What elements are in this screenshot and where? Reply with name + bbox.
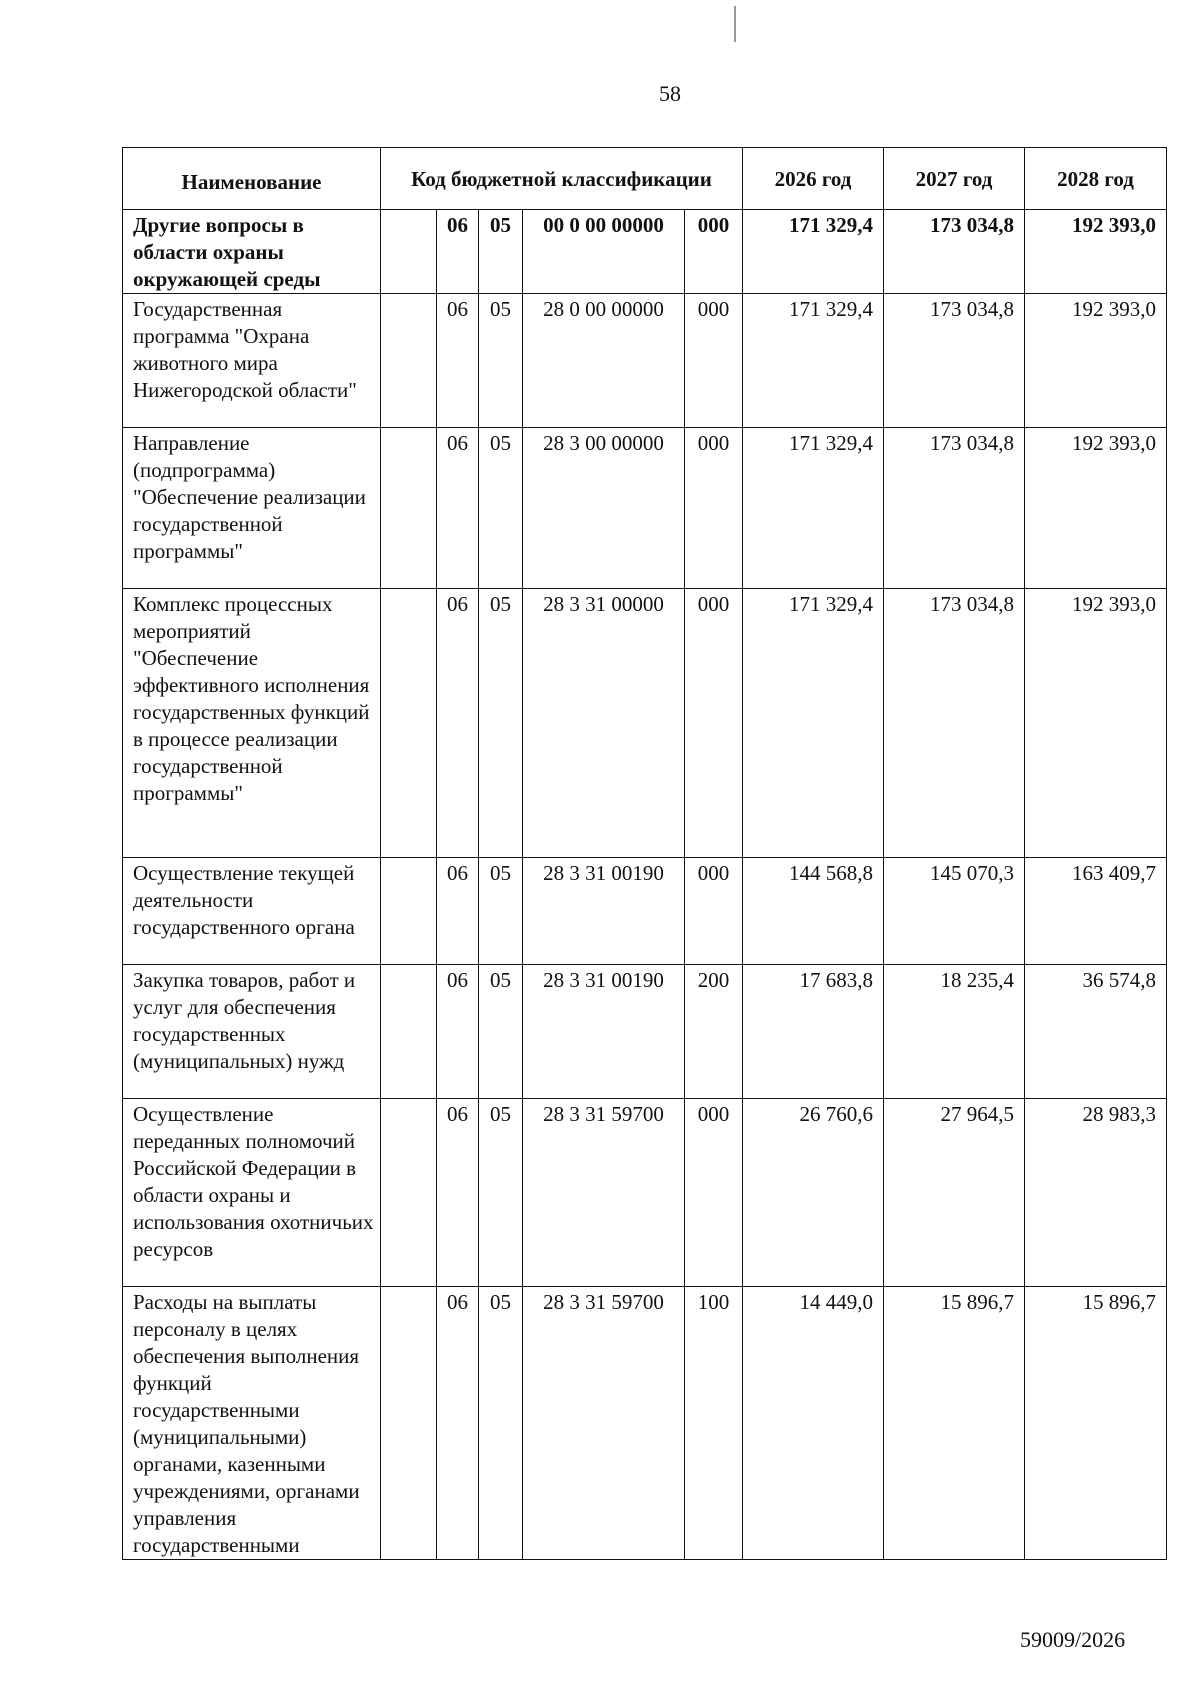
code-subsection: 05: [479, 589, 523, 858]
blank-cell: [381, 965, 437, 1099]
row-name: Направление (подпрограмма) "Обеспечение реализации государственной программы": [123, 428, 381, 589]
value-2027: 173 034,8: [884, 428, 1025, 589]
blank-cell: [381, 1099, 437, 1287]
code-target-article: 00 0 00 00000: [523, 210, 685, 294]
value-2028: 192 393,0: [1025, 210, 1167, 294]
code-expense-type: 000: [685, 858, 743, 965]
code-target-article: 28 3 31 00190: [523, 858, 685, 965]
value-2026: 171 329,4: [743, 210, 884, 294]
column-header-2027: 2027 год: [884, 148, 1025, 210]
code-subsection: 05: [479, 1287, 523, 1560]
value-2027: 27 964,5: [884, 1099, 1025, 1287]
value-2026: 171 329,4: [743, 294, 884, 428]
value-2027: 173 034,8: [884, 210, 1025, 294]
code-section: 06: [437, 858, 479, 965]
code-section: 06: [437, 294, 479, 428]
table-row: [123, 1287, 1167, 1560]
table-row: [123, 428, 1167, 589]
blank-cell: [381, 428, 437, 589]
value-2026: 171 329,4: [743, 428, 884, 589]
code-target-article: 28 3 31 59700: [523, 1287, 685, 1560]
value-2028: 163 409,7: [1025, 858, 1167, 965]
code-expense-type: 000: [685, 428, 743, 589]
table-row: [123, 965, 1167, 1099]
value-2026: 26 760,6: [743, 1099, 884, 1287]
value-2028: 192 393,0: [1025, 589, 1167, 858]
table-row: [123, 1099, 1167, 1287]
value-2028: 15 896,7: [1025, 1287, 1167, 1560]
table-row: [123, 589, 1167, 858]
code-expense-type: 000: [685, 210, 743, 294]
blank-cell: [381, 1287, 437, 1560]
code-expense-type: 000: [685, 589, 743, 858]
value-2028: 28 983,3: [1025, 1099, 1167, 1287]
table-row: [123, 294, 1167, 428]
code-target-article: 28 3 31 00000: [523, 589, 685, 858]
value-2027: 173 034,8: [884, 589, 1025, 858]
value-2026: 144 568,8: [743, 858, 884, 965]
code-subsection: 05: [479, 210, 523, 294]
column-header-code: Код бюджетной классификации: [381, 148, 743, 210]
row-name: Государственная программа "Охрана животного мира Нижегородской области": [123, 294, 381, 428]
code-section: 06: [437, 428, 479, 589]
value-2028: 36 574,8: [1025, 965, 1167, 1099]
code-subsection: 05: [479, 428, 523, 589]
code-section: 06: [437, 1287, 479, 1560]
page-number: 58: [659, 81, 681, 106]
table-row: [123, 858, 1167, 965]
value-2027: 145 070,3: [884, 858, 1025, 965]
column-header-name: Наименование: [123, 148, 381, 210]
code-section: 06: [437, 589, 479, 858]
code-target-article: 28 3 00 00000: [523, 428, 685, 589]
document-registration-number: 59009/2026: [1020, 1627, 1126, 1652]
row-name: Комплекс процессных мероприятий "Обеспечение эффективного исполнения государственных функций в процессе реализации государственной программы": [123, 589, 381, 858]
blank-cell: [381, 858, 437, 965]
code-subsection: 05: [479, 965, 523, 1099]
value-2028: 192 393,0: [1025, 428, 1167, 589]
code-target-article: 28 0 00 00000: [523, 294, 685, 428]
code-target-article: 28 3 31 59700: [523, 1099, 685, 1287]
code-subsection: 05: [479, 1099, 523, 1287]
code-section: 06: [437, 210, 479, 294]
scan-mark: [734, 6, 736, 42]
blank-cell: [381, 210, 437, 294]
blank-cell: [381, 589, 437, 858]
row-name: Расходы на выплаты персоналу в целях обеспечения выполнения функций государственными (муниципальными) органами, казенными учреждениями, органами управления государственными: [123, 1287, 381, 1560]
table-row: [123, 210, 1167, 294]
row-name: Осуществление текущей деятельности государственного органа: [123, 858, 381, 965]
code-section: 06: [437, 965, 479, 1099]
row-name: Осуществление переданных полномочий Российской Федерации в области охраны и использования охотничьих ресурсов: [123, 1099, 381, 1287]
value-2028: 192 393,0: [1025, 294, 1167, 428]
code-subsection: 05: [479, 858, 523, 965]
value-2026: 14 449,0: [743, 1287, 884, 1560]
code-subsection: 05: [479, 294, 523, 428]
value-2026: 17 683,8: [743, 965, 884, 1099]
code-expense-type: 100: [685, 1287, 743, 1560]
code-expense-type: 000: [685, 1099, 743, 1287]
code-expense-type: 000: [685, 294, 743, 428]
value-2026: 171 329,4: [743, 589, 884, 858]
column-header-2026: 2026 год: [743, 148, 884, 210]
value-2027: 173 034,8: [884, 294, 1025, 428]
column-header-2028: 2028 год: [1025, 148, 1167, 210]
table-header-row: [123, 148, 1167, 210]
code-section: 06: [437, 1099, 479, 1287]
value-2027: 15 896,7: [884, 1287, 1025, 1560]
code-expense-type: 200: [685, 965, 743, 1099]
row-name: Закупка товаров, работ и услуг для обеспечения государственных (муниципальных) нужд: [123, 965, 381, 1099]
blank-cell: [381, 294, 437, 428]
code-target-article: 28 3 31 00190: [523, 965, 685, 1099]
budget-table: [122, 147, 1167, 1560]
row-name: Другие вопросы в области охраны окружающей среды: [123, 210, 381, 294]
value-2027: 18 235,4: [884, 965, 1025, 1099]
